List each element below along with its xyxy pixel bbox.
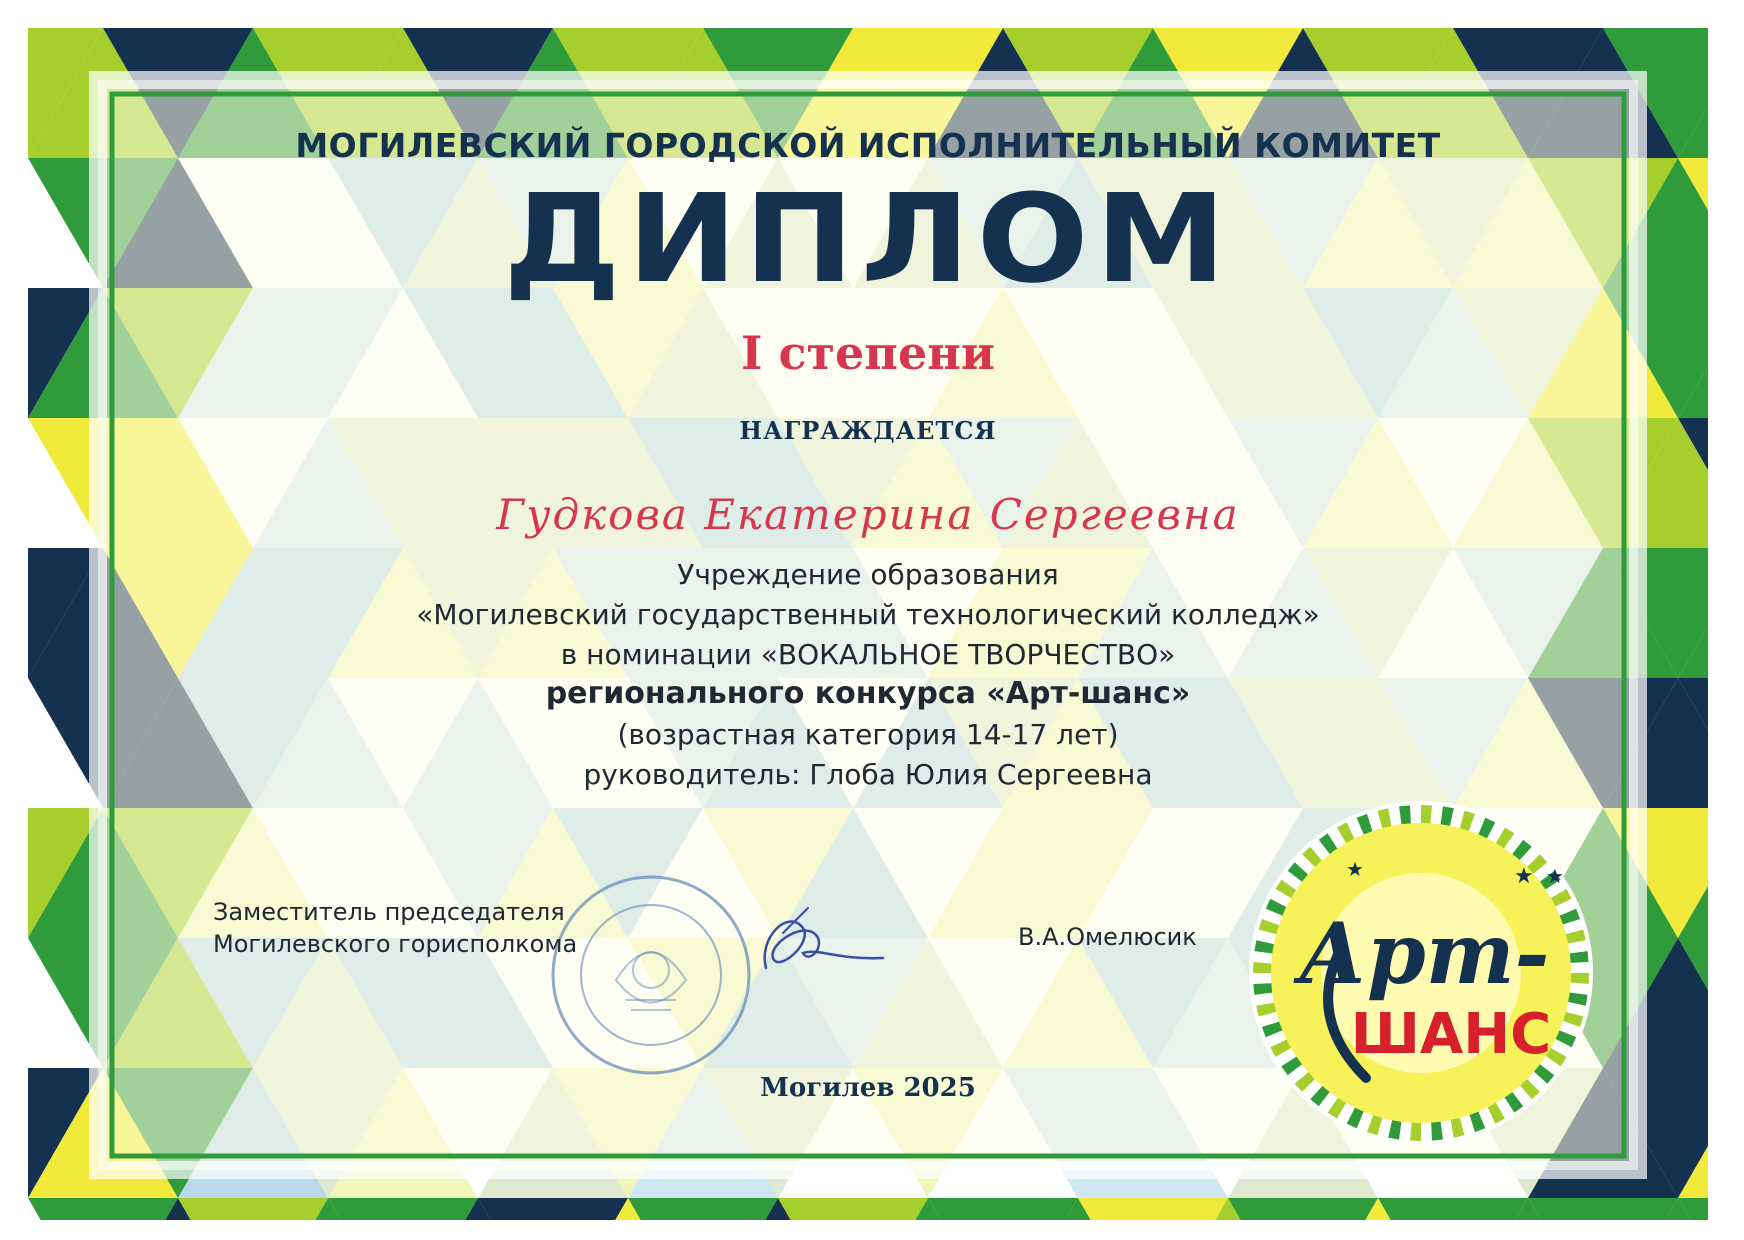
issuer-name: МОГИЛЕВСКИЙ ГОРОДСКОЙ ИСПОЛНИТЕЛЬНЫЙ КОМИТЕТ — [295, 126, 1441, 165]
diploma-sheet — [28, 28, 1708, 1220]
logo-text-bottom: ШАНС — [1350, 1002, 1552, 1067]
background-triangle — [1378, 1198, 1528, 1220]
background-triangle — [1078, 1198, 1228, 1220]
background-triangle — [328, 1198, 478, 1220]
institution-label: Учреждение образования — [677, 558, 1059, 591]
art-shans-logo-icon — [1246, 798, 1596, 1148]
signer-title-line: Заместитель председателя — [213, 898, 565, 926]
background-triangle — [1528, 1198, 1678, 1220]
background-triangle — [28, 1198, 178, 1220]
awarded-label: НАГРАЖДАЕТСЯ — [739, 416, 997, 445]
age-category: (возрастная категория 14-17 лет) — [617, 718, 1119, 751]
background-triangle — [478, 1198, 628, 1220]
svg-text:★: ★ — [1514, 864, 1534, 889]
background-triangle — [178, 1198, 328, 1220]
signature-icon — [748, 888, 888, 998]
background-triangle — [1228, 1198, 1378, 1220]
signer-title — [213, 896, 577, 960]
background-triangle — [778, 1198, 928, 1220]
signer-title-line: Могилевского горисполкома — [213, 930, 578, 958]
city-year: Могилев 2025 — [760, 1073, 976, 1103]
contest-name: регионального конкурса «Арт-шанс» — [545, 676, 1191, 711]
diploma-title: ДИПЛОМ — [503, 168, 1233, 310]
institution-name: «Могилевский государственный технологический колледж» — [416, 598, 1320, 631]
degree-label: I степени — [740, 326, 996, 380]
supervisor: руководитель: Глоба Юлия Сергеевна — [583, 758, 1153, 791]
background-triangle — [928, 1198, 1078, 1220]
recipient-name: Гудкова Екатерина Сергеевна — [496, 490, 1240, 539]
background-triangle — [628, 1198, 778, 1220]
signer-name: В.А.Омелюсик — [1018, 923, 1197, 951]
stamp-seal-icon — [546, 870, 756, 1080]
svg-text:★: ★ — [1346, 857, 1364, 881]
nomination: в номинации «ВОКАЛЬНОЕ ТВОРЧЕСТВО» — [560, 638, 1176, 671]
svg-text:★: ★ — [1546, 864, 1564, 888]
logo-text-top: Арт- — [1298, 904, 1550, 1003]
